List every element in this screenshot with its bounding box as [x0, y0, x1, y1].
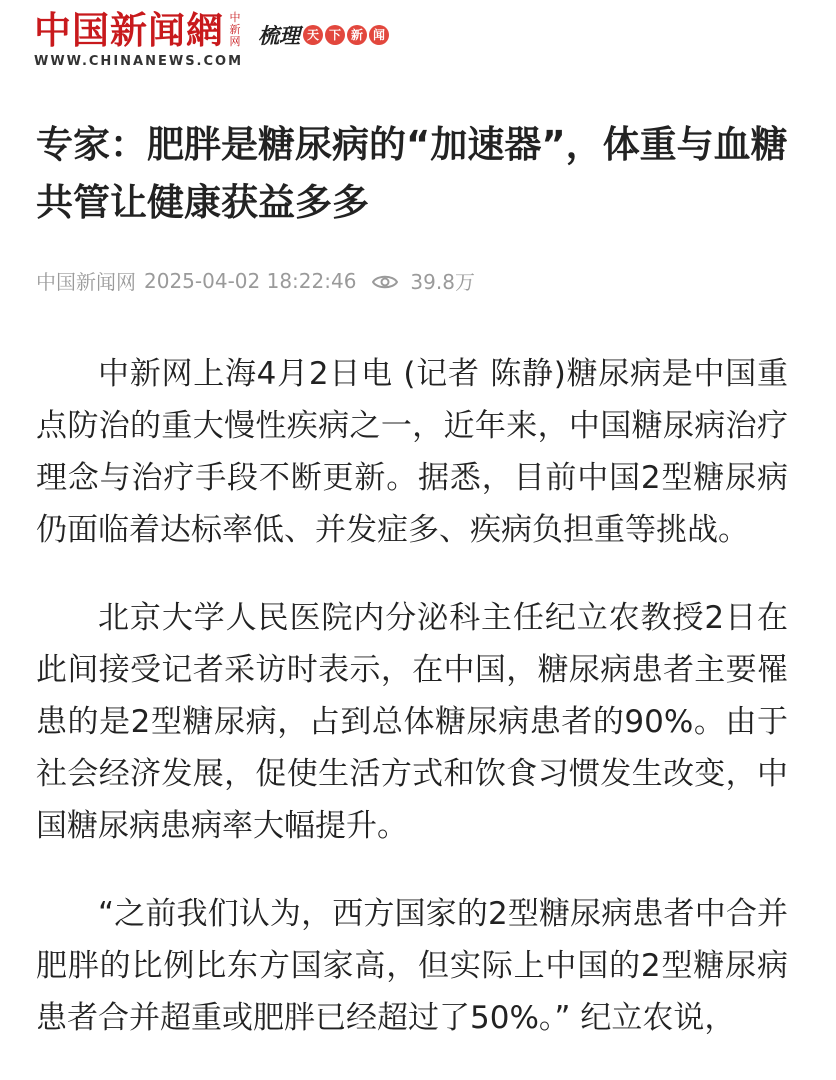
slogan-badges [303, 25, 391, 45]
article-paragraph: 北京大学人民医院内分泌科主任纪立农教授2日在此间接受记者采访时表示，在中国，糖尿病患者主要罹患的是2型糖尿病，占到总体糖尿病患者的90%。由于社会经济发展，促使生活方式和饮食习惯发生改变，中国糖尿病患病率大幅提升。 [36, 600, 788, 844]
logo-mini-text: 中新网 [229, 11, 241, 48]
slogan-badge: 下 [325, 25, 345, 45]
article-views: 39.8万 [410, 270, 475, 294]
slogan-badge: 新 [347, 25, 367, 45]
article-body [36, 348, 788, 1080]
header-slogan [258, 20, 391, 50]
logo-chinese-wordmark: 中国新闻網 [34, 8, 224, 52]
site-logo[interactable] [34, 10, 242, 50]
article-meta [36, 266, 475, 295]
logo-url: WWW.CHINANEWS.COM [34, 54, 244, 69]
article-headline: 专家：肥胖是糖尿病的“加速器”，体重与血糖共管让健康获益多多 [36, 123, 788, 224]
site-header [0, 0, 836, 86]
slogan-badge: 闻 [369, 25, 389, 45]
slogan-badge: 天 [303, 25, 323, 45]
eye-icon [372, 272, 398, 290]
article-paragraph: 中新网上海4月2日电 (记者 陈静)糖尿病是中国重点防治的重大慢性疾病之一，近年来，中国糖尿病治疗理念与治疗手段不断更新。据悉，目前中国2型糖尿病仍面临着达标率低、并发症多、疾病负担重等挑战。 [36, 356, 788, 548]
article-source: 中国新闻网 [36, 270, 136, 294]
article-datetime: 2025-04-02 18:22:46 [144, 268, 357, 293]
article-paragraph: “之前我们认为，西方国家的2型糖尿病患者中合并肥胖的比例比东方国家高，但实际上中国的2型糖尿病患者合并超重或肥胖已经超过了50%。” 纪立农说， [36, 896, 788, 1036]
slogan-text: 梳理 [258, 23, 300, 48]
